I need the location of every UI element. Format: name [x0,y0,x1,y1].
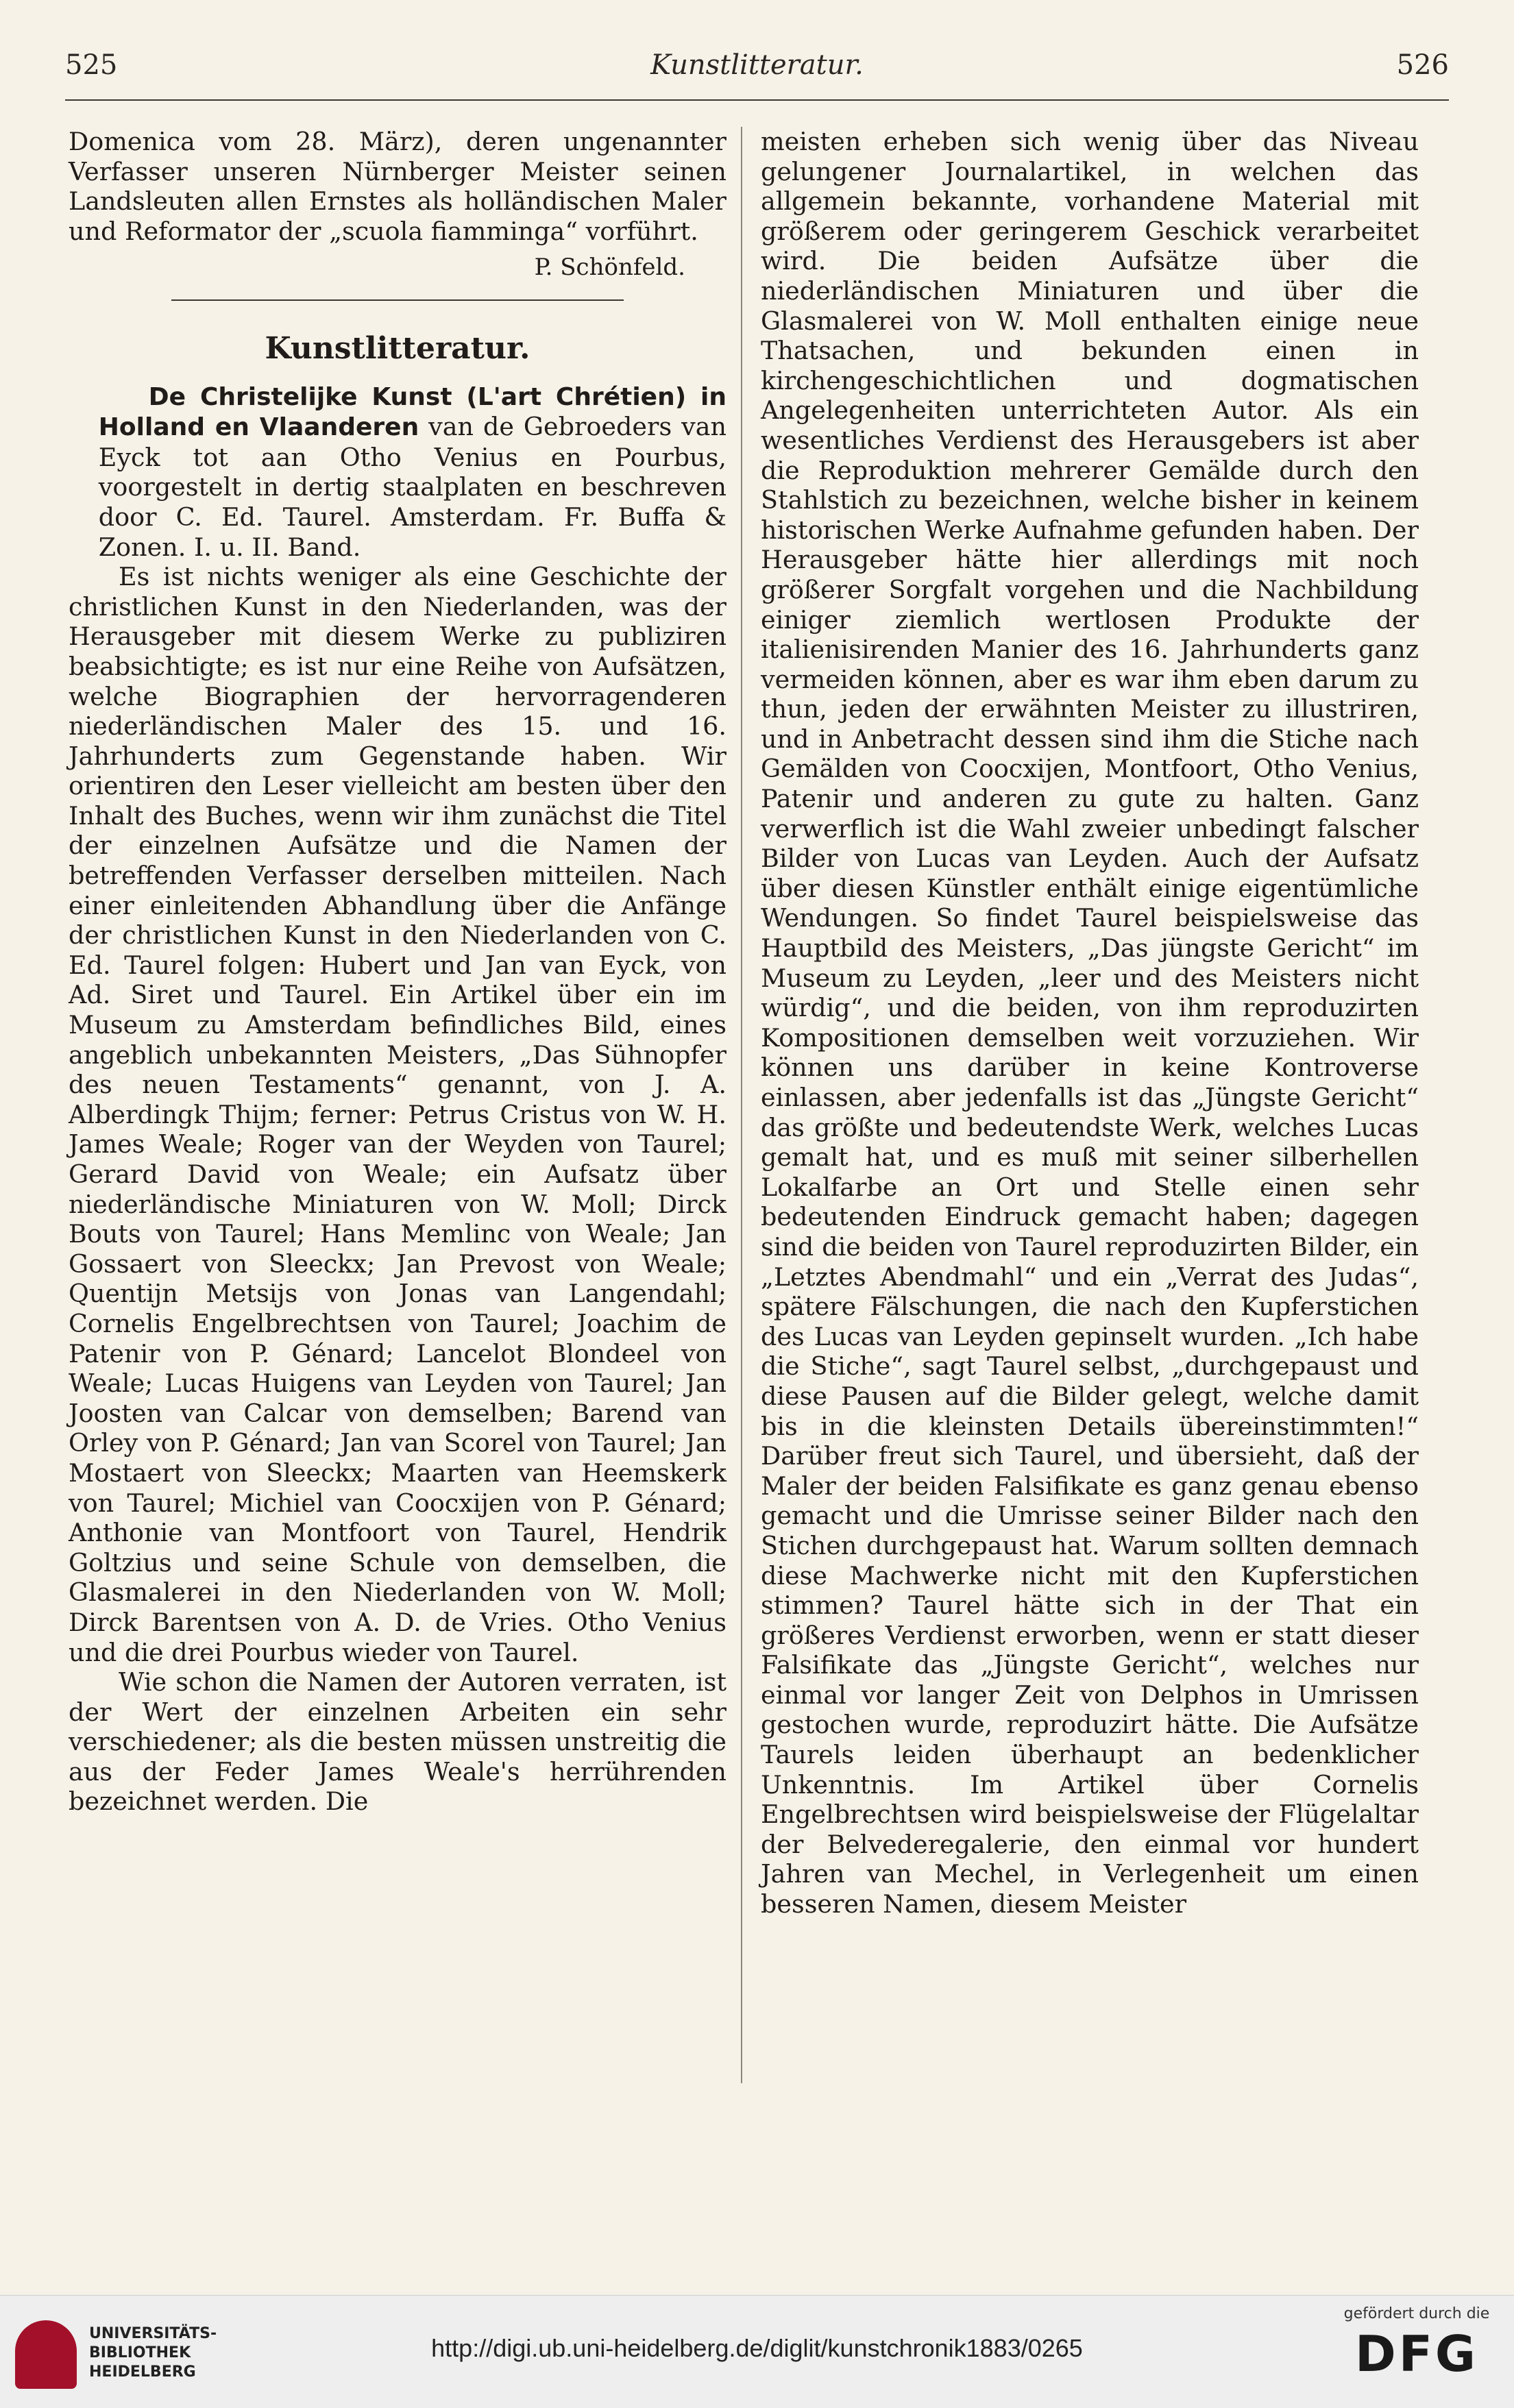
running-title: Kunstlitteratur. [650,49,864,81]
header-rule [65,99,1449,101]
body-paragraph-1: Es ist nichts weniger als eine Geschichte der christlichen Kunst in den Niederlanden, was der Herausgeber mit diesem Werke zu publiziren beabsichtigte; es ist nur eine Reihe von Aufsätzen, welche Biographien der hervorragenderen niederländischen Maler des 15. und 16. Jahrhunderts zum Gegenstande haben. Wir orientiren den Leser vielleicht am besten über den Inhalt des Buches, wenn wir ihm zunächst die Titel der einzelnen Aufsätze und die Namen der betreffenden Verfasser derselben mitteilen. Nach einer einleitenden Abhandlung über die Anfänge der christlichen Kunst in den Niederlanden von C. Ed. Taurel folgen: Hubert und Jan van Eyck, von Ad. Siret und Taurel. Ein Artikel über ein im Museum zu Amsterdam befindliches Bild, eines angeblich unbekannten Meisters, „Das Sühnopfer des neuen Testaments“ genannt, von J. A. Alberdingk Thijm; ferner: Petrus Cristus von W. H. James Weale; Roger van der Weyden von Taurel; Gerard David von Weale; ein Aufsatz über niederländische Miniaturen von W. Moll; Dirck Bouts von Taurel; Hans Memlinc von Weale; Jan Gossaert von Sleeckx; Jan Prevost von Weale; Quentijn Metsijs von Jonas van Langendahl; Cornelis Engelbrechtsen von Taurel; Joachim de Patenir von P. Génard; Lancelot Blondeel von Weale; Lucas Huigens van Leyden von Taurel; Jan Joosten van Calcar von demselben; Barend van Orley von P. Génard; Jan van Scorel von Taurel; Jan Mostaert von Sleeckx; Maarten van Heemskerk von Taurel; Michiel van Coocxijen von P. Génard; Anthonie van Montfoort von Taurel, Hendrik Goltzius und seine Schule von demselben, die Glasmalerei in den Niederlanden von W. Moll; Dirck Barentsen von A. D. de Vries. Otho Venius und die drei Pourbus wieder von Taurel. [69,562,727,1667]
right-column [761,127,1419,1919]
permalink-url[interactable]: http://digi.ub.uni-heidelberg.de/diglit/kunstchronik1883/0265 [431,2334,1083,2362]
funder-credit[interactable] [1334,2305,1499,2401]
signature: P. Schönfeld. [534,254,685,282]
intro-paragraph: Domenica vom 28. März), deren ungenannter Verfasser unseren Nürnberger Meister seinen Landsleuten allen Ernstes als holländischen Maler und Reformator der „scuola fiamminga“ vorführt. [69,127,727,246]
viewer-footer [0,2295,1514,2408]
bib-title: De Christelijke Kunst (L'art Chrétien) in Holland en Vlaanderen [98,382,727,442]
section-separator [171,299,624,301]
body-paragraph-2: Wie schon die Namen der Autoren verraten, ist der Wert der einzelnen Arbeiten ein sehr verschiedener; als die besten müssen unstreitig die aus der Feder James Weale's herrührenden bezeichnet werden. Die [69,1667,727,1817]
page-number-right: 526 [1396,49,1449,81]
library-name-line-2: BIBLIOTHEK [89,2344,191,2361]
funder-caption: gefördert durch die [1343,2305,1490,2322]
bib-details: van de Gebroeders van Eyck tot aan Otho Venius en Pourbus, voorgestelt in dertig staalplaten en beschreven door C. Ed. Taurel. Amsterdam. Fr. Buffa & Zonen. I. u. II. Band. [98,412,727,562]
library-name-line-1: UNIVERSITÄTS- [89,2325,217,2342]
library-name-line-3: HEIDELBERG [89,2363,196,2381]
page-number-left: 525 [65,49,118,81]
bibliographic-entry [69,382,727,563]
page-header [65,49,1449,97]
dfg-logo-icon: DFG [1354,2325,1479,2383]
left-column [69,127,727,1817]
section-title: Kunstlitteratur. [265,330,530,366]
body-paragraph-continued: meisten erheben sich wenig über das Niveau gelungener Journalartikel, in welchen das allgemein bekannte, vorhandene Material mit größerem oder geringerem Geschick verarbeitet wird. Die beiden Aufsätze über die niederländischen Miniaturen und über die Glasmalerei von W. Moll enthalten einige neue Thatsachen, und bekunden einen in kirchengeschichtlichen und dogmatischen Angelegenheiten unterrichteten Autor. Als ein wesentliches Verdienst des Herausgebers ist aber die Reproduktion mehrerer Gemälde durch den Stahlstich zu bezeichnen, welche bisher in keinem historischen Werke Aufnahme gefunden haben. Der Herausgeber hätte hier allerdings mit noch größerer Sorgfalt vorgehen und die Nachbildung einiger ziemlich wertlosen Produkte der italienisirenden Manier des 16. Jahrhunderts ganz vermeiden können, aber es war ihm eben darum zu thun, jeden der erwähnten Meister zu illustriren, und in Anbetracht dessen sind ihm die Stiche nach Gemälden von Coocxijen, Montfoort, Otho Venius, Patenir und anderen zu gute zu halten. Ganz verwerflich ist die Wahl zweier unbedingt falscher Bilder von Lucas van Leyden. Auch der Aufsatz über diesen Künstler enthält einige eigentümliche Wendungen. So findet Taurel beispielsweise das Hauptbild des Meisters, „Das jüngste Gericht“ im Museum zu Leyden, „leer und des Meisters nicht würdig“, und die beiden, von ihm reproduzirten Kompositionen demselben weit vorzuziehen. Wir können uns darüber in keine Kontroverse einlassen, aber jedenfalls ist das „Jüngste Gericht“ das größte und bedeutendste Werk, welches Lucas gemalt hat, und es muß mit seiner silberhellen Lokalfarbe an Ort und Stelle einen sehr bedeutenden Eindruck gemacht haben; dagegen sind die beiden von Taurel reproduzirten Bilder, ein „Letztes Abendmahl“ und ein „Verrat des Judas“, spätere Fälschungen, die nach den Kupferstichen des Lucas van Leyden gepinselt wurden. „Ich habe die Stiche“, sagt Taurel selbst, „durchgepaust und diese Pausen auf die Bilder gelegt, welche damit bis in die kleinsten Details übereinstimmten!“ Darüber freut sich Taurel, und übersieht, daß der Maler der beiden Falsifikate es ganz genau ebenso gemacht und die Umrisse seiner Bilder nach den Stichen durchgepaust hat. Warum sollten demnach diese Machwerke nicht mit den Kupferstichen stimmen? Taurel hätte sich in der That ein größeres Verdienst erworben, wenn er statt dieser Falsifikate das „Jüngste Gericht“, welches nur einmal vor langer Zeit von Delphos in Umrissen gestochen wurde, reproduzirt hätte. Die Aufsätze Taurels leiden überhaupt an bedenklicher Unkenntnis. Im Artikel über Cornelis Engelbrechtsen wird beispielsweise der Flügelaltar der Belvederegalerie, den einmal vor hundert Jahren van Mechel, in Verlegenheit um einen besseren Namen, diesem Meister [761,127,1419,1919]
column-divider [741,127,742,2083]
